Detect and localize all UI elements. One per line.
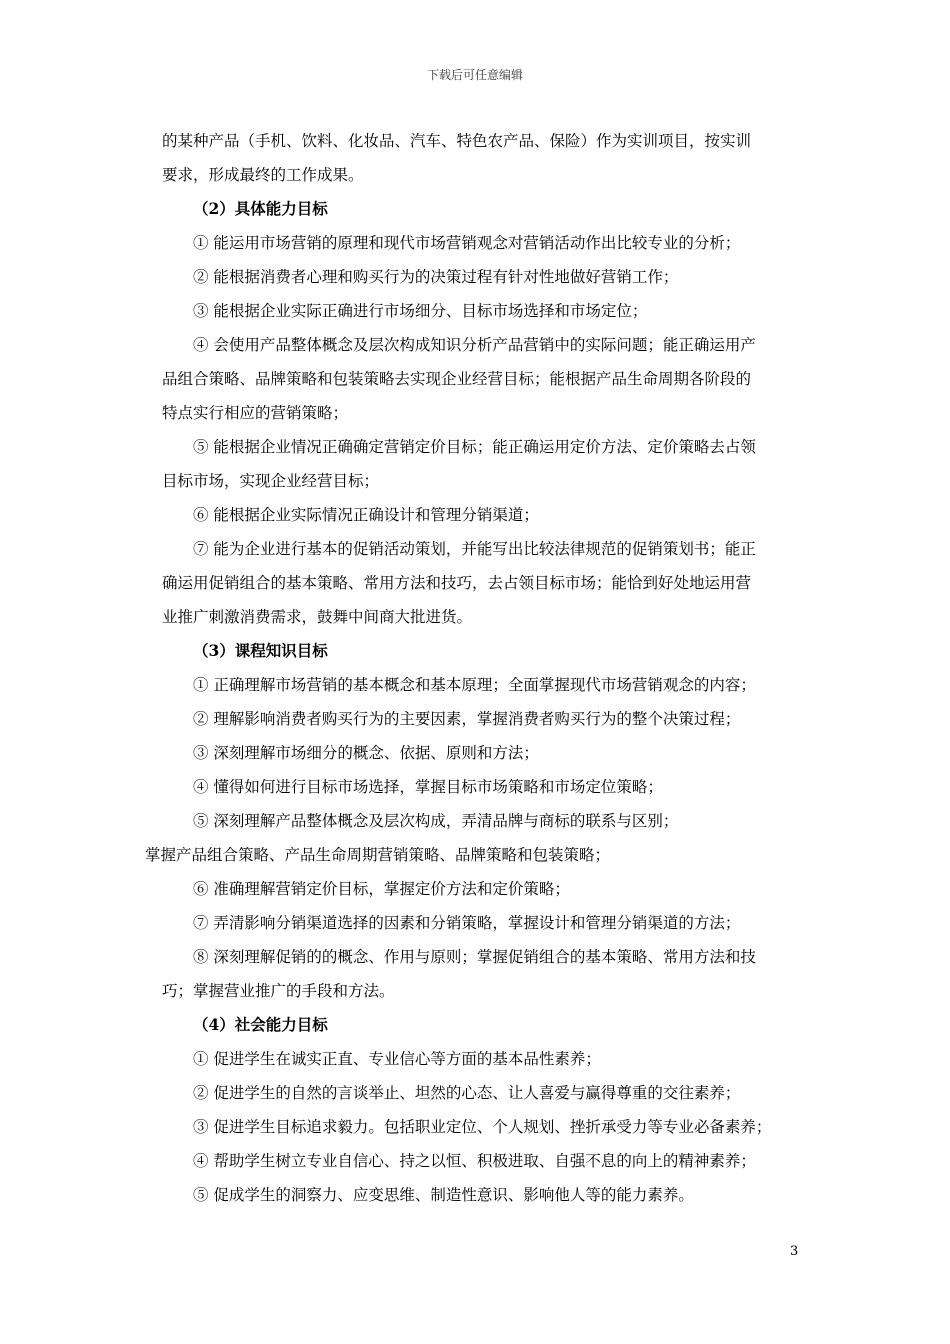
page-number: 3	[790, 1244, 799, 1259]
paragraph-line: 掌握产品组合策略、产品生命周期营销策略、品牌策略和包装策略；	[145, 846, 611, 864]
list-item: ③ 深刻理解市场细分的概念、依据、原则和方法；	[193, 744, 539, 762]
list-item: ① 正确理解市场营销的基本概念和基本原理；全面掌握现代市场营销观念的内容；	[193, 676, 756, 694]
page-header: 下载后可任意编辑	[426, 68, 523, 82]
paragraph-line: 的某种产品（手机、饮料、化妆品、汽车、特色农产品、保险）作为实训项目，按实训	[162, 132, 752, 150]
paragraph-line: 品组合策略、品牌策略和包装策略去实现企业经营目标；能根据产品生命周期各阶段的	[162, 370, 752, 388]
paragraph-line: 要求，形成最终的工作成果。	[162, 166, 364, 184]
list-item: ① 促进学生在诚实正直、专业信心等方面的基本品性素养；	[193, 1050, 601, 1068]
list-item: ② 能根据消费者心理和购买行为的决策过程有针对性地做好营销工作；	[193, 268, 679, 286]
paragraph-line: 业推广刺激消费需求，鼓舞中间商大批进货。	[162, 608, 473, 626]
list-item: ⑤ 能根据企业情况正确确定营销定价目标；能正确运用定价方法、定价策略去占领	[193, 438, 756, 456]
paragraph-line: 确运用促销组合的基本策略、常用方法和技巧，去占领目标市场；能恰到好处地运用营	[162, 574, 752, 592]
list-item: ① 能运用市场营销的原理和现代市场营销观念对营销活动作出比较专业的分析；	[193, 234, 741, 252]
document-body	[145, 124, 812, 1212]
list-item: ③ 能根据企业实际正确进行市场细分、目标市场选择和市场定位；	[193, 302, 648, 320]
list-item: ④ 帮助学生树立专业自信心、持之以恒、积极进取、自强不息的向上的精神素养；	[193, 1152, 756, 1170]
list-item: ⑤ 深刻理解产品整体概念及层次构成，弄清品牌与商标的联系与区别；	[193, 812, 679, 830]
section-heading: （2）具体能力目标	[193, 199, 328, 218]
list-item: ③ 促进学生目标追求毅力。包括职业定位、个人规划、挫折承受力等专业必备素养；	[193, 1118, 772, 1136]
paragraph-line: 目标市场，实现企业经营目标；	[162, 472, 380, 490]
list-item: ⑤ 促成学生的洞察力、应变思维、制造性意识、影响他人等的能力素养。	[193, 1186, 694, 1204]
paragraph-line: 巧；掌握营业推广的手段和方法。	[162, 982, 395, 1000]
list-item: ⑦ 能为企业进行基本的促销活动策划，并能写出比较法律规范的促销策划书；能正	[193, 540, 756, 558]
list-item: ② 促进学生的自然的言谈举止、坦然的心态、让人喜爱与赢得尊重的交往素养；	[193, 1084, 741, 1102]
section-heading: （4）社会能力目标	[193, 1015, 328, 1034]
paragraph-line: 特点实行相应的营销策略；	[162, 404, 349, 422]
list-item: ⑦ 弄清影响分销渠道选择的因素和分销策略，掌握设计和管理分销渠道的方法；	[193, 914, 741, 932]
list-item: ⑧ 深刻理解促销的的概念、作用与原则；掌握促销组合的基本策略、常用方法和技	[193, 948, 756, 966]
list-item: ⑥ 准确理解营销定价目标，掌握定价方法和定价策略；	[193, 880, 570, 898]
section-heading: （3）课程知识目标	[193, 641, 328, 660]
list-item: ② 理解影响消费者购买行为的主要因素，掌握消费者购买行为的整个决策过程；	[193, 710, 741, 728]
list-item: ⑥ 能根据企业实际情况正确设计和管理分销渠道；	[193, 506, 539, 524]
list-item: ④ 会使用产品整体概念及层次构成知识分析产品营销中的实际问题；能正确运用产	[193, 336, 756, 354]
list-item: ④ 懂得如何进行目标市场选择，掌握目标市场策略和市场定位策略；	[193, 778, 663, 796]
